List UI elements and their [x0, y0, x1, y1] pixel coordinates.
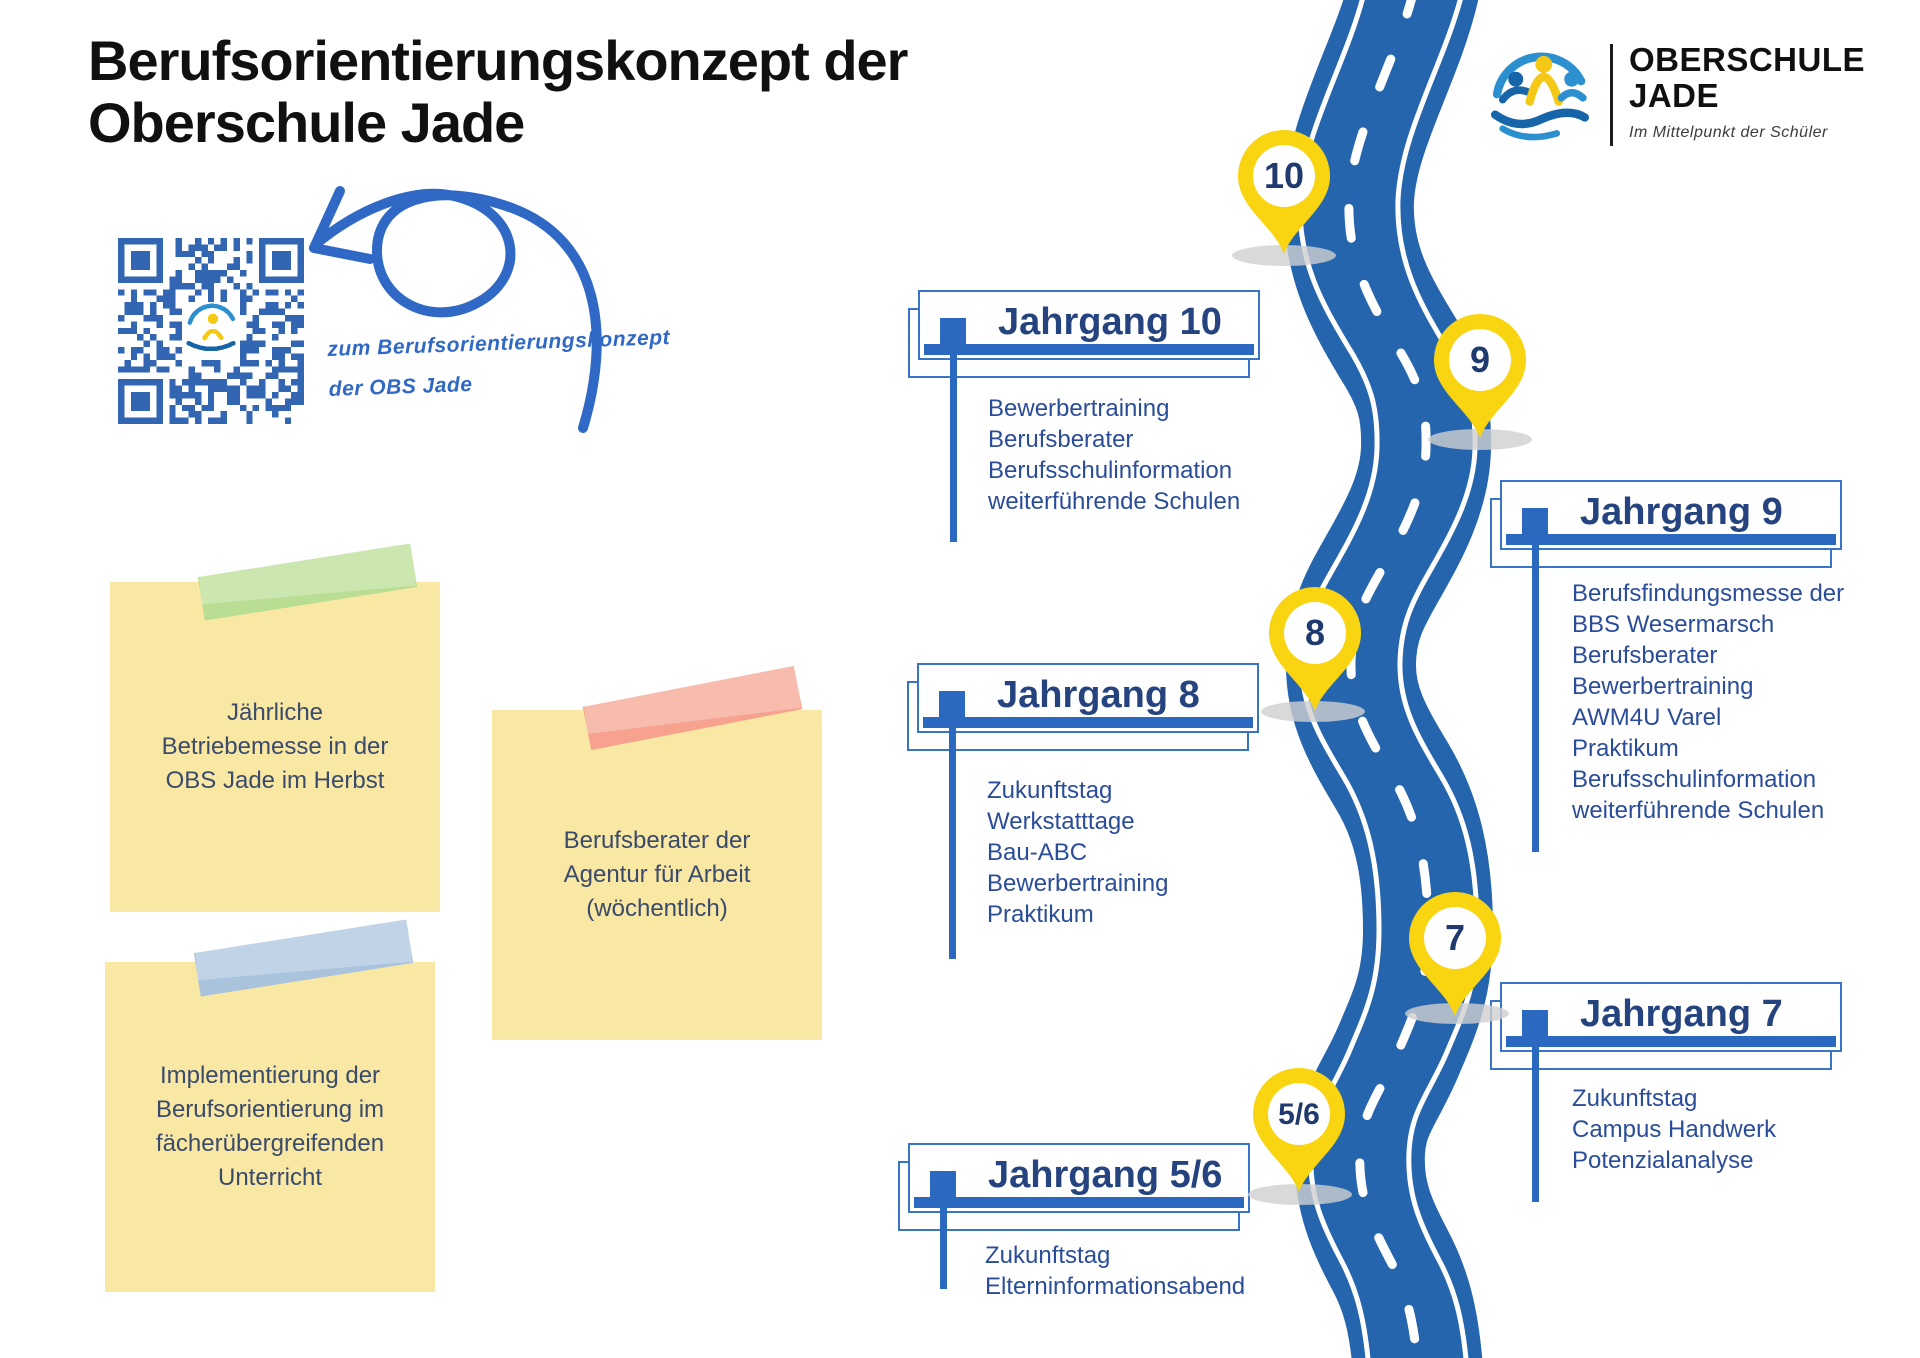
grade-section-8 — [917, 663, 1317, 928]
grade-sign — [918, 290, 1260, 360]
activity-item: Zukunftstag — [987, 777, 1113, 804]
map-pin-icon — [1232, 126, 1336, 258]
activity-item: Berufsfindungsmesse der — [1572, 580, 1845, 607]
logo-emblem-icon — [1484, 40, 1596, 152]
sticky-note-text: Jährliche Betriebemesse in der OBS Jade im Herbst — [161, 699, 389, 794]
activities-list — [987, 775, 1168, 930]
grade-sign — [917, 663, 1259, 733]
sign-box — [908, 1143, 1250, 1213]
activity-item: Berufsberater — [988, 426, 1134, 453]
sticky-note-text: Berufsberater der Agentur für Arbeit (wöchentlich) — [563, 827, 751, 922]
qr-code — [118, 238, 304, 424]
logo-name-line2: JADE — [1629, 77, 1720, 114]
sign-underline-bar — [914, 1197, 1244, 1208]
activity-item: weiterführende Schulen — [1572, 797, 1825, 824]
connector-line — [1532, 1022, 1539, 1202]
grade-sign — [1500, 982, 1842, 1052]
map-pin-10 — [1232, 126, 1336, 258]
page-title-line2: Oberschule Jade — [88, 91, 525, 154]
pin-number: 8 — [1304, 612, 1326, 653]
sign-box — [1500, 982, 1842, 1052]
activity-item: BBS Wesermarsch — [1572, 611, 1775, 638]
qr-caption-line2: der OBS Jade — [328, 372, 473, 401]
grade-label: Jahrgang 9 — [1580, 490, 1783, 533]
activity-item: Werkstatttage — [987, 808, 1135, 835]
activities-list — [1572, 578, 1844, 826]
sign-underline-bar — [923, 717, 1253, 728]
connector-line — [949, 703, 956, 959]
map-pin-8 — [1263, 583, 1367, 715]
logo-text — [1629, 40, 1865, 142]
activity-item: Bewerbertraining — [987, 870, 1169, 897]
sticky-note-text: Implementierung der Berufsorientierung im fächerübergreifenden Unterricht — [155, 1062, 385, 1191]
activity-item: weiterführende Schulen — [988, 488, 1241, 515]
activity-item: Zukunftstag — [1572, 1085, 1698, 1112]
activity-item: Bau-ABC — [987, 839, 1088, 866]
connector-line — [940, 1183, 947, 1289]
grade-sign — [908, 1143, 1250, 1213]
pin-number: 10 — [1263, 155, 1305, 196]
map-pin-icon — [1403, 888, 1507, 1020]
sign-box — [1500, 480, 1842, 550]
sign-underline-bar — [1506, 1036, 1836, 1047]
activity-item: Bewerbertraining — [988, 395, 1170, 422]
qr-caption-line1: zum Berufsorientierungskonzept — [326, 326, 671, 361]
sticky-note-implementierung — [105, 962, 435, 1292]
page-title — [88, 30, 907, 154]
logo-tagline: Im Mittelpunkt der Schüler — [1629, 124, 1828, 141]
grade-section-10 — [918, 290, 1318, 515]
map-pin-icon — [1247, 1064, 1351, 1196]
grade-section-9 — [1500, 480, 1900, 824]
connector-line — [1532, 520, 1539, 852]
grade-label: Jahrgang 10 — [998, 300, 1222, 343]
sign-underline-bar — [924, 344, 1254, 355]
map-pin-7 — [1403, 888, 1507, 1020]
activity-item: Praktikum — [1572, 735, 1679, 762]
activity-item: Berufsschulinformation — [988, 457, 1233, 484]
grade-label: Jahrgang 7 — [1580, 992, 1783, 1035]
sign-underline-bar — [1506, 534, 1836, 545]
map-pin-icon — [1428, 310, 1532, 442]
logo-name-line1: OBERSCHULE — [1629, 41, 1866, 78]
pin-number: 7 — [1444, 917, 1466, 958]
road-edge-line-right — [1398, 0, 1477, 1358]
map-pin-5-6 — [1247, 1064, 1351, 1196]
activity-item: Bewerbertraining — [1572, 673, 1754, 700]
activity-item: AWM4U Varel — [1572, 704, 1722, 731]
activity-item: Campus Handwerk — [1572, 1116, 1777, 1143]
qr-caption — [327, 326, 672, 402]
map-pin-icon — [1263, 583, 1367, 715]
grade-label: Jahrgang 8 — [997, 673, 1200, 716]
map-pin-9 — [1428, 310, 1532, 442]
pin-number: 5/6 — [1278, 1098, 1320, 1131]
activities-list — [988, 393, 1240, 517]
grade-label: Jahrgang 5/6 — [988, 1153, 1223, 1196]
grade-section-7 — [1500, 982, 1900, 1174]
activities-list — [1572, 1083, 1776, 1176]
activity-item: Elterninformationsabend — [985, 1273, 1246, 1300]
school-logo — [1484, 40, 1865, 152]
grade-sign — [1500, 480, 1842, 550]
sign-box — [917, 663, 1259, 733]
activity-item: Praktikum — [987, 901, 1094, 928]
connector-line — [950, 330, 957, 542]
sticky-note-betriebsmesse — [110, 582, 440, 912]
logo-divider — [1610, 44, 1613, 146]
pin-number: 9 — [1469, 339, 1491, 380]
activity-item: Berufsberater — [1572, 642, 1718, 669]
activity-item: Zukunftstag — [985, 1242, 1111, 1269]
activity-item: Potenzialanalyse — [1572, 1147, 1754, 1174]
page-title-line1: Berufsorientierungskonzept der — [88, 29, 908, 92]
sticky-note-berufsberater — [492, 710, 822, 1040]
activity-item: Berufsschulinformation — [1572, 766, 1817, 793]
activities-list — [985, 1240, 1245, 1302]
sign-box — [918, 290, 1260, 360]
